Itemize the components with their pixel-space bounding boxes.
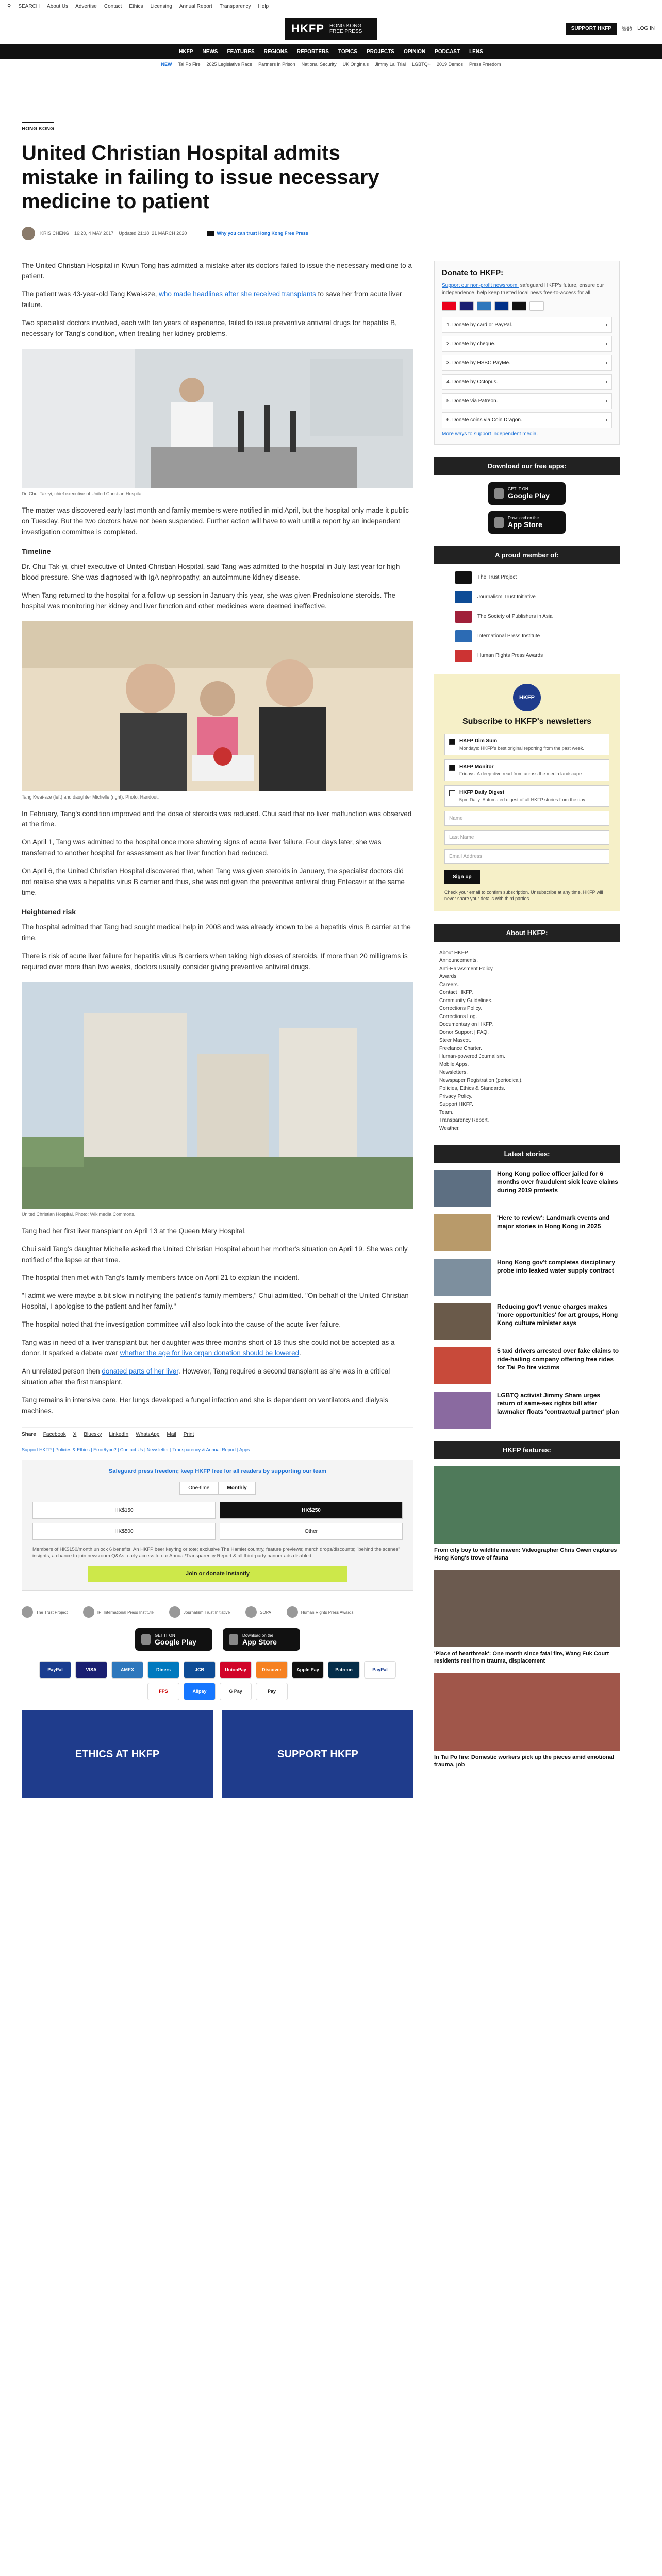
amount-option[interactable]: HK$150	[32, 1502, 216, 1519]
text: Tang was in need of a liver transplant but her daughter was three months short of 18 thus she could not be accepted as a donor. It sparked a debate over	[22, 1338, 395, 1358]
partner-icon	[22, 1606, 33, 1618]
partner-logos	[22, 1606, 413, 1618]
story-thumbnail	[434, 1347, 491, 1384]
paragraph: The hospital admitted that Tang had sought medical help in 2008 and was already known to be a hepatitis virus B carrier at the time.	[22, 923, 411, 942]
features-heading: HKFP features:	[434, 1441, 620, 1459]
topbar-link[interactable]: Contact	[104, 4, 122, 9]
paragraph: On April 1, Tang was admitted to the hospital once more showing signs of acute liver failure. Four days later, she was transferred to another hospital for assessment as her liver function had reduced.	[22, 838, 382, 857]
visa-icon	[459, 301, 474, 311]
figure-caption: United Christian Hospital. Photo: Wikimedia Commons.	[22, 1211, 136, 1217]
option-desc: Mondays: HKFP's best original reporting from the past week.	[459, 745, 584, 751]
story-item[interactable]	[434, 1214, 620, 1251]
option-text	[459, 738, 584, 751]
about-link[interactable]: Weather.	[439, 1125, 460, 1131]
story-item[interactable]	[434, 1392, 620, 1429]
topbar-link[interactable]: Transparency	[219, 4, 251, 9]
member-logo[interactable]	[455, 591, 599, 603]
sopa-icon	[455, 611, 472, 623]
nav-item[interactable]: REGIONS	[263, 48, 288, 55]
newsletter-option[interactable]	[444, 734, 609, 755]
option-label: 6. Donate coins via Coin Dragon.	[446, 417, 522, 423]
chevron-right-icon: ›	[605, 417, 607, 423]
chevron-right-icon: ›	[605, 398, 607, 404]
press-conference-illustration	[22, 349, 413, 488]
about-link[interactable]: Donor Support | FAQ.	[439, 1029, 489, 1036]
story-title: Hong Kong gov't completes disciplinary probe into leaked water supply contract	[497, 1259, 615, 1275]
family-photo-illustration	[22, 621, 413, 791]
donate-option[interactable]	[442, 393, 612, 409]
about-link[interactable]: Freelance Charter.	[439, 1045, 482, 1052]
payment-logo: Apple Pay	[292, 1661, 324, 1679]
author-avatar	[22, 227, 35, 240]
logo-text: HKFP	[291, 22, 324, 35]
story-item[interactable]	[434, 1303, 620, 1340]
masthead	[0, 13, 662, 44]
donate-option[interactable]	[442, 374, 612, 390]
amount-option-selected[interactable]: HK$250	[220, 1502, 403, 1519]
feature-item[interactable]	[434, 1570, 620, 1665]
donate-option[interactable]	[442, 317, 612, 333]
payment-logo: Diners	[147, 1661, 179, 1679]
story-title: 'Here to review': Landmark events and major stories in Hong Kong in 2025	[497, 1214, 610, 1230]
paragraph: There is risk of acute liver failure for hepatitis virus B carriers when taking high doses of steroids. If more than 20 milligrams is required over more than two weeks, doctors usually consider giving preventive antiviral drugs.	[22, 952, 408, 971]
article-title: United Christian Hospital admits mistake in failing to issue necessary medicine to patient	[22, 142, 379, 213]
option-desc: Fridays: A deep-dive read from across the media landscape.	[459, 771, 583, 776]
option-label: 4. Donate by Octopus.	[446, 379, 498, 385]
paragraph: The hospital noted that the investigation committee will also look into the cause of the acute liver failure.	[22, 1320, 341, 1329]
member-logo[interactable]	[455, 650, 599, 662]
about-link[interactable]: Anti-Harassment Policy.	[439, 965, 494, 972]
promo-banners	[22, 1710, 413, 1798]
paragraph: Two specialist doctors involved, each with ten years of experience, failed to issue preventive antiviral drugs for hepatitis B, necessary for Tang's condition, when treating her kidney problems.	[22, 319, 397, 338]
payment-logo: FPS	[147, 1683, 179, 1700]
share-print[interactable]: Print	[183, 1431, 194, 1437]
app-store-button[interactable]	[488, 511, 566, 534]
section-heading: Timeline	[22, 547, 51, 555]
card-icons	[442, 301, 612, 311]
nav-item[interactable]: PROJECTS	[367, 48, 394, 55]
feature-image	[434, 1570, 620, 1647]
member-logos	[434, 571, 620, 662]
payment-logo: Discover	[256, 1661, 288, 1679]
logo-subtitle: HONG KONG FREE PRESS	[329, 23, 362, 35]
photo-family[interactable]	[22, 621, 413, 791]
inline-link[interactable]: donated parts of her liver	[102, 1367, 178, 1375]
join-button[interactable]: Join or donate instantly	[88, 1566, 347, 1582]
chevron-right-icon: ›	[605, 341, 607, 347]
partner-label: Journalism Trust Initiative	[183, 1609, 230, 1615]
payment-logo: AMEX	[111, 1661, 143, 1679]
share-facebook[interactable]: Facebook	[43, 1431, 66, 1437]
option-label: 5. Donate via Patreon.	[446, 398, 498, 404]
paragraph: "I admit we were maybe a bit slow in notifying the patient's family members," Chui admitted. "On behalf of the United Christian Hospital, I apologise to the patient and her family."	[22, 1292, 409, 1311]
paragraph: Dr. Chui Tak-yi, chief executive of United Christian Hospital, said Tang was admitted to the hospital in July last year for high blood pressure. She was diagnosed with IgA nephropathy, an autoimmune kidney disease.	[22, 562, 400, 581]
payment-logos	[22, 1661, 413, 1700]
option-text	[459, 790, 586, 802]
nav-item[interactable]: OPINION	[403, 48, 426, 55]
subnav-item[interactable]: UK Originals	[342, 61, 369, 67]
about-link[interactable]: Community Guidelines.	[439, 997, 493, 1004]
option-text	[459, 764, 583, 776]
article-kicker[interactable]: HONG KONG	[22, 122, 54, 132]
about-link[interactable]: Steer Mascot.	[439, 1038, 471, 1044]
donate-option[interactable]	[442, 336, 612, 352]
paragraph	[22, 1337, 413, 1359]
topbar-link[interactable]: Ethics	[129, 4, 143, 9]
inline-link[interactable]: who made headlines after she received transplants	[159, 290, 316, 298]
member-logo[interactable]	[455, 630, 599, 642]
nav-item[interactable]: LENS	[469, 48, 483, 55]
hospital-illustration	[22, 982, 413, 1209]
amount-option[interactable]: HK$500	[32, 1523, 216, 1540]
member-heading: A proud member of:	[434, 546, 620, 564]
support-button[interactable]: SUPPORT HKFP	[566, 23, 617, 35]
payment-logo: VISA	[75, 1661, 107, 1679]
donate-option[interactable]	[442, 355, 612, 371]
member-label: Journalism Trust Initiative	[477, 594, 536, 600]
about-link[interactable]: Newspaper Registration (periodical).	[439, 1077, 523, 1083]
apps-heading: Download our free apps:	[434, 457, 620, 475]
signup-button[interactable]: Sign up	[444, 870, 480, 884]
payment-logo: PayPal	[364, 1661, 396, 1679]
about-heading: About HKFP:	[434, 924, 620, 942]
story-thumbnail	[434, 1303, 491, 1340]
about-link[interactable]: Privacy Policy.	[439, 1093, 473, 1099]
byline	[22, 227, 640, 240]
share-whatsapp[interactable]: WhatsApp	[136, 1431, 160, 1437]
paragraph: On April 6, the United Christian Hospital discovered that, when Tang was given steroids in January, the specialist doctors did not realise she was a hepatitis virus B carrier and thus, she was not given the preventive antiviral drug Entecavir at the same time.	[22, 867, 405, 897]
subnav-item[interactable]: Partners in Prison	[258, 61, 295, 67]
partner-label: SOPA	[260, 1609, 271, 1615]
about-link[interactable]: Support HKFP.	[439, 1101, 473, 1108]
about-link[interactable]: Announcements.	[439, 958, 478, 964]
chevron-right-icon: ›	[605, 360, 607, 366]
donate-box	[22, 1460, 413, 1591]
story-title: 5 taxi drivers arrested over fake claims to ride-hailing company offering free rides for Tai Po fire victims	[497, 1347, 619, 1371]
article-body	[22, 261, 413, 1809]
feature-image	[434, 1466, 620, 1544]
paypal-icon	[494, 301, 509, 311]
feature-item[interactable]	[434, 1673, 620, 1769]
amount-option[interactable]: Other	[220, 1523, 403, 1540]
google-play-button[interactable]	[488, 482, 566, 505]
feature-image	[434, 1673, 620, 1751]
inline-link[interactable]: whether the age for live organ donation should be lowered	[120, 1349, 300, 1358]
app-big: Google Play	[508, 492, 550, 500]
figure-caption: Tang Kwai-sze (left) and daughter Michelle (right). Photo: Handout.	[22, 794, 159, 800]
trust-project-icon	[455, 571, 472, 584]
payment-logo: Pay	[256, 1683, 288, 1700]
app-small: Download on the	[508, 516, 539, 521]
partner-icon	[287, 1606, 298, 1618]
app-small: Download on the	[242, 1633, 274, 1638]
paragraph: Tang remains in intensive care. Her lungs developed a fungal infection and she is dependent on ventilators and dialysis machines.	[22, 1396, 388, 1415]
text: . However, Tang required a second transplant as she was in a critical situation after the first transplant.	[22, 1367, 390, 1386]
trust-link[interactable]	[207, 231, 308, 236]
nav-item[interactable]: PODCAST	[435, 48, 460, 55]
publish-date: 16:20, 4 MAY 2017	[74, 230, 114, 236]
partner-logo[interactable]	[169, 1606, 230, 1618]
more-ways-link[interactable]: More ways to support independent media.	[442, 431, 538, 437]
donate-widget	[434, 261, 620, 445]
feature-title: From city boy to wildlife maven: Videographer Chris Owen captures Hong Kong's trove of fauna	[434, 1547, 617, 1561]
text: safeguard HKFP's future, ensure our independence, help keep trusted local news free-to-access for all.	[442, 282, 604, 296]
app-small: GET IT ON	[508, 487, 528, 492]
name-input[interactable]: Name	[444, 811, 609, 826]
partner-icon	[245, 1606, 257, 1618]
jti-icon	[455, 591, 472, 603]
sub-nav	[0, 59, 662, 70]
story-thumbnail	[434, 1214, 491, 1251]
updated-date: Updated 21:18, 21 MARCH 2020	[119, 230, 187, 236]
hrpa-icon	[455, 650, 472, 662]
about-link[interactable]: About HKFP.	[439, 950, 469, 956]
story-title: Hong Kong police officer jailed for 6 months over fraudulent sick leave claims during 2019 protests	[497, 1170, 618, 1194]
chevron-right-icon: ›	[605, 379, 607, 385]
about-link[interactable]: Mobile Apps.	[439, 1061, 469, 1067]
share-bluesky[interactable]: Bluesky	[84, 1431, 102, 1437]
main-nav	[0, 44, 662, 59]
donate-description: Members of HK$150/month unlock 6 benefits: An HKFP beer keyring or tote; exclusive The Hamlet country, feature previews; merch drops/discounts; "behind the scenes" insights; a chance to join newsroom Q&As; early access to our Annual/Transparency Report & all third-party banner ads disabled.	[32, 1546, 400, 1559]
nav-item[interactable]: HKFP	[179, 48, 193, 55]
trust-label: Why you can trust Hong Kong Free Press	[217, 230, 308, 236]
masthead-right	[418, 23, 655, 35]
share-x[interactable]: X	[73, 1431, 77, 1437]
section-heading: Heightened risk	[22, 908, 76, 916]
figure-family	[22, 621, 413, 800]
about-link[interactable]: Awards.	[439, 974, 458, 980]
story-title: Reducing gov't venue charges makes 'more opportunities' for art groups, Hong Kong culture minister says	[497, 1303, 618, 1327]
app-buttons	[22, 1628, 413, 1651]
about-link[interactable]: Contact HKFP.	[439, 990, 473, 996]
new-badge: NEW	[161, 61, 172, 67]
partner-logo[interactable]	[245, 1606, 271, 1618]
photo-hospital-building[interactable]	[22, 982, 413, 1209]
article-footer-links[interactable]: Support HKFP | Policies & Ethics | Error/typo? | Contact Us | Newsletter | Transparency & Annual Report | Apps	[22, 1447, 250, 1452]
partner-logo[interactable]	[22, 1606, 68, 1618]
payment-logo: Patreon	[328, 1661, 360, 1679]
hkfp-logo[interactable]	[285, 18, 377, 40]
newsletter-option[interactable]	[444, 785, 609, 807]
paragraph: The matter was discovered early last month and family members were notified in mid April, but the hospital only made it public on Tuesday. But the two doctors have not been suspended. Further action will have to wait until a report by an independent investigation committee is completed.	[22, 506, 409, 536]
about-link[interactable]: Team.	[439, 1109, 454, 1115]
partner-icon	[169, 1606, 180, 1618]
nonprofit-link[interactable]: Support our non-profit newsroom:	[442, 282, 519, 289]
member-label: International Press Institute	[477, 633, 540, 639]
latest-stories	[434, 1170, 620, 1429]
story-thumbnail	[434, 1170, 491, 1207]
about-link[interactable]: Careers.	[439, 981, 459, 988]
mastercard-icon	[442, 301, 456, 311]
app-small: GET IT ON	[155, 1633, 175, 1638]
text: The patient was 43-year-old Tang Kwai-sze,	[22, 290, 157, 298]
figure-caption: Dr. Chui Tak-yi, chief executive of United Christian Hospital.	[22, 491, 144, 497]
content-columns	[22, 261, 640, 1809]
partner-logo[interactable]	[83, 1606, 154, 1618]
share-label: Share	[22, 1431, 36, 1437]
topbar-link[interactable]: Advertise	[75, 4, 97, 9]
chevron-right-icon: ›	[605, 321, 607, 328]
feature-item[interactable]	[434, 1466, 620, 1562]
option-label: 2. Donate by cheque.	[446, 341, 496, 347]
subnav-item[interactable]: 2025 Legislative Race	[206, 61, 253, 67]
subnav-item[interactable]: Jimmy Lai Trial	[375, 61, 406, 67]
amex-icon	[477, 301, 491, 311]
trust-icon	[207, 231, 214, 236]
search-icon[interactable]: ⚲	[7, 4, 11, 9]
app-big: App Store	[242, 1637, 277, 1646]
text: .	[299, 1349, 301, 1358]
google-play-button[interactable]	[135, 1628, 212, 1651]
partner-icon	[83, 1606, 94, 1618]
story-item[interactable]	[434, 1259, 620, 1296]
partner-label: The Trust Project	[36, 1609, 68, 1615]
option-title: HKFP Daily Digest	[459, 789, 505, 795]
about-link[interactable]: Transparency Report.	[439, 1117, 489, 1124]
share-bar	[22, 1427, 413, 1442]
newsletter-title: Subscribe to HKFP's newsletters	[462, 717, 592, 726]
payment-logo: Alipay	[184, 1683, 216, 1700]
about-link[interactable]: Corrections Policy.	[439, 1006, 482, 1012]
donate-amounts	[32, 1502, 403, 1540]
nav-item[interactable]: NEWS	[202, 48, 218, 55]
feature-title: 'Place of heartbreak': One month since fatal fire, Wang Fuk Court residents reel from trauma, displacement	[434, 1651, 609, 1665]
subnav-item[interactable]: Press Freedom	[469, 61, 501, 67]
member-label: Human Rights Press Awards	[477, 653, 543, 659]
checkbox-icon[interactable]	[449, 790, 455, 796]
tab-monthly[interactable]: Monthly	[218, 1482, 255, 1495]
member-logo[interactable]	[455, 571, 599, 584]
sidebar	[434, 261, 620, 1809]
topbar-link[interactable]: About Us	[47, 4, 69, 9]
subnav-item[interactable]: LGBTQ+	[412, 61, 431, 67]
topbar-link[interactable]: Annual Report	[179, 4, 212, 9]
feature-title: In Tai Po fire: Domestic workers pick up the pieces amid emotional trauma, job	[434, 1754, 614, 1768]
latest-heading: Latest stories:	[434, 1145, 620, 1163]
payment-logo: G Pay	[220, 1683, 252, 1700]
subnav-item[interactable]: National Security	[301, 61, 337, 67]
option-label: 1. Donate by card or PayPal.	[446, 321, 512, 328]
photo-press-conference[interactable]	[22, 349, 413, 488]
partner-logo[interactable]	[287, 1606, 354, 1618]
subnav-item[interactable]: 2019 Demos	[436, 61, 463, 67]
gpay-icon	[529, 301, 544, 311]
about-link[interactable]: Human-powered Journalism.	[439, 1054, 505, 1060]
paragraph: The hospital then met with Tang's family members twice on April 21 to explain the incident.	[22, 1274, 300, 1282]
story-title: LGBTQ activist Jimmy Sham urges return of same-sex rights bill after lawmaker floats 'contractual partner' plan	[497, 1392, 619, 1415]
nav-item[interactable]: TOPICS	[338, 48, 358, 55]
about-link[interactable]: Newsletters.	[439, 1070, 468, 1076]
donate-box-title[interactable]: Safeguard press freedom; keep HKFP free for all readers by supporting our team	[108, 1468, 327, 1475]
about-list	[434, 949, 620, 1133]
donate-tabs	[32, 1482, 403, 1495]
partner-label: IPI International Press Institute	[97, 1609, 154, 1615]
signup-row	[444, 868, 609, 889]
topbar-link[interactable]: Help	[258, 4, 269, 9]
partner-label: Human Rights Press Awards	[301, 1609, 354, 1615]
text: to save her from acute liver failure.	[22, 290, 402, 309]
share-linkedin[interactable]: LinkedIn	[109, 1431, 129, 1437]
nav-item[interactable]: REPORTERS	[296, 48, 329, 55]
option-label: 3. Donate by HSBC PayMe.	[446, 360, 510, 366]
app-big: Google Play	[155, 1637, 196, 1646]
figure-hospital	[22, 982, 413, 1217]
search-link[interactable]: SEARCH	[18, 4, 40, 9]
top-utility-bar	[0, 0, 662, 13]
author-name[interactable]: KRIS CHENG	[40, 230, 70, 236]
story-item[interactable]	[434, 1347, 620, 1384]
checkbox-checked-icon[interactable]	[449, 765, 455, 771]
page-container	[22, 70, 640, 1808]
story-item[interactable]	[434, 1170, 620, 1207]
story-thumbnail	[434, 1259, 491, 1296]
share-mail[interactable]: Mail	[167, 1431, 176, 1437]
language-link[interactable]: 繁體	[622, 27, 633, 32]
option-desc: 5pm Daily: Automated digest of all HKFP stories from the day.	[459, 796, 586, 802]
tab-one-time[interactable]: One-time	[179, 1482, 218, 1495]
option-title: HKFP Dim Sum	[459, 738, 498, 744]
newsletter-option[interactable]	[444, 759, 609, 781]
figure-hospital-chief	[22, 349, 413, 496]
paragraph: The United Christian Hospital in Kwun Tong has admitted a mistake after its doctors failed to issue the necessary medicine to a patient.	[22, 261, 412, 280]
widget-text	[442, 282, 612, 297]
member-label: The Trust Project	[477, 574, 517, 581]
newsletter-fine-print: Check your email to confirm subscription. Unsubscribe at any time. HKFP will never share your details with third parties.	[444, 889, 603, 902]
last-name-input[interactable]: Last Name	[444, 830, 609, 845]
paragraph	[22, 1366, 413, 1388]
sidebar-apps	[434, 482, 620, 534]
app-store-button[interactable]	[223, 1628, 300, 1651]
applepay-icon	[512, 301, 526, 311]
paragraph: Tang had her first liver transplant on April 13 at the Queen Mary Hospital.	[22, 1227, 246, 1235]
paragraph: When Tang returned to the hospital for a follow-up session in January this year, she was given Prednisolone steroids. The hospital was monitoring her kidney and liver function and other medicines were deemed ineffective.	[22, 591, 396, 610]
text: An unrelated person then	[22, 1367, 100, 1375]
ethics-banner[interactable]: ETHICS AT HKFP	[22, 1710, 213, 1798]
donate-option[interactable]	[442, 412, 612, 428]
topbar-link[interactable]: Licensing	[150, 4, 172, 9]
ipi-icon	[455, 630, 472, 642]
about-link[interactable]: Documentary on HKFP.	[439, 1022, 493, 1028]
story-thumbnail	[434, 1392, 491, 1429]
about-link[interactable]: Policies, Ethics & Standards.	[439, 1086, 505, 1092]
payment-logo: PayPal	[39, 1661, 71, 1679]
paragraph: Chui said Tang's daughter Michelle asked the United Christian Hospital about her mother's situation on April 19. She was only notified of the lapse at that time.	[22, 1245, 408, 1264]
newsletter-box	[434, 674, 620, 911]
about-link[interactable]: Corrections Log.	[439, 1013, 477, 1020]
checkbox-checked-icon[interactable]	[449, 739, 455, 745]
payment-logo: UnionPay	[220, 1661, 252, 1679]
paragraph	[22, 289, 413, 311]
payment-logo: JCB	[184, 1661, 216, 1679]
subnav-item[interactable]: Tai Po Fire	[178, 61, 201, 67]
widget-title: Donate to HKFP:	[442, 268, 504, 277]
member-label: The Society of Publishers in Asia	[477, 614, 553, 620]
nav-item[interactable]: FEATURES	[227, 48, 255, 55]
app-big: App Store	[508, 520, 542, 529]
paragraph: In February, Tang's condition improved and the dose of steroids was reduced. Chui said that no liver malfunction was observed at the time.	[22, 809, 412, 828]
email-input[interactable]: Email Address	[444, 849, 609, 864]
newsletter-logo: HKFP	[513, 684, 541, 711]
option-title: HKFP Monitor	[459, 764, 494, 770]
member-logo[interactable]	[455, 611, 599, 623]
support-banner[interactable]: SUPPORT HKFP	[222, 1710, 413, 1798]
login-link[interactable]: LOG IN	[637, 26, 655, 31]
